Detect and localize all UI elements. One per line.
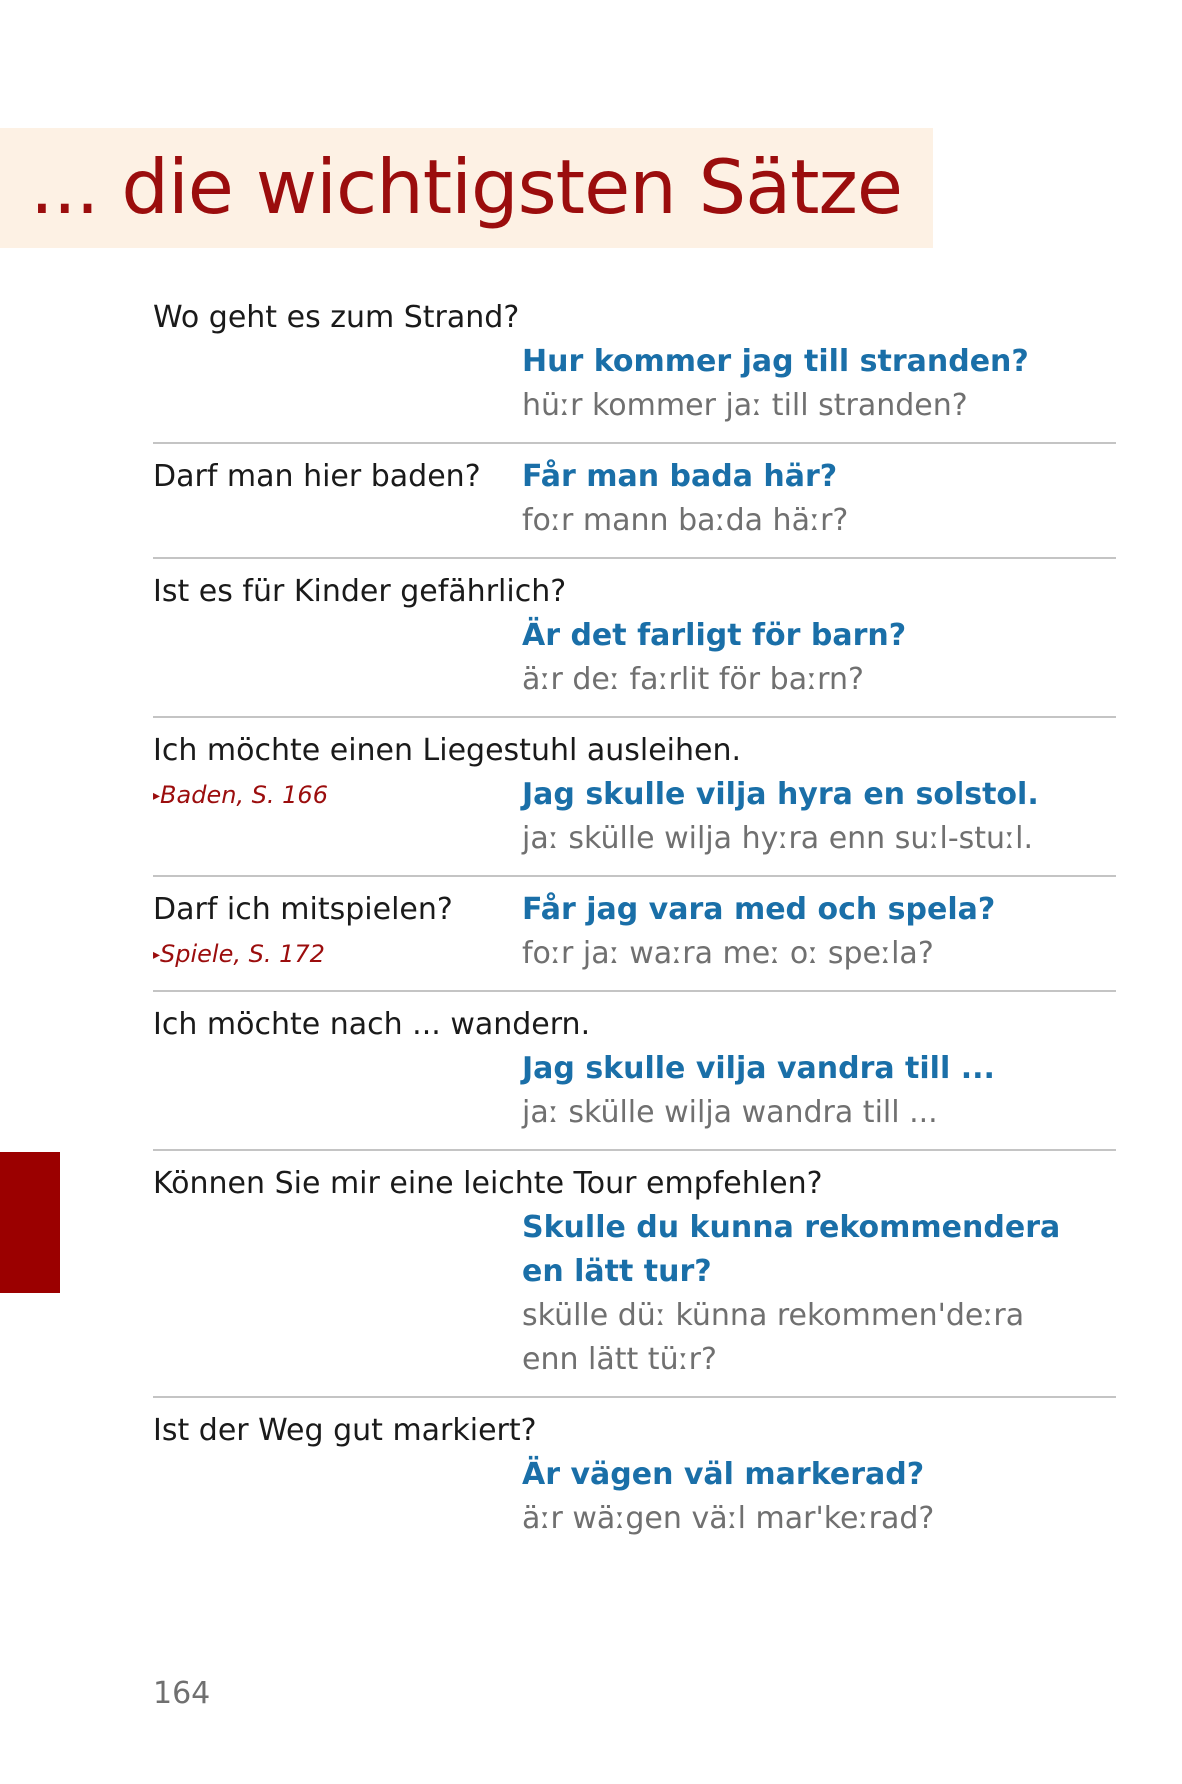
swedish-phrase: Hur kommer jag till stranden? [522,344,1029,379]
pronunciation: skülle düː künna rekommen'deːra [522,1298,1025,1333]
cross-reference-text: Baden, S. 166 [160,781,328,809]
phrase-entry [153,1149,1116,1382]
phrase-entry [153,1396,1116,1541]
phrase-entry [153,442,1116,543]
german-phrase: Ich möchte nach ... wandern. [153,1007,591,1042]
page-number: 164 [153,1676,211,1711]
pronunciation-continued: enn lätt tüːr? [522,1342,717,1377]
phrase-entry [153,716,1116,861]
arrow-right-icon: ▸ [153,788,161,804]
swedish-phrase: Skulle du kunna rekommendera [522,1210,1061,1245]
phrase-entry [153,990,1116,1135]
german-phrase: Können Sie mir eine leichte Tour empfehlen? [153,1166,823,1201]
german-phrase: Darf ich mitspielen? [153,892,453,927]
swedish-phrase: Jag skulle vilja vandra till ... [522,1051,995,1086]
pronunciation: foːr jaː waːra meː oː speːla? [522,936,934,971]
swedish-phrase: Får jag vara med och spela? [522,892,996,927]
pronunciation: jaː skülle wilja hyːra enn suːl-stuːl. [522,821,1034,856]
pronunciation: jaː skülle wilja wandra till ... [522,1095,938,1130]
swedish-phrase: Får man bada här? [522,459,838,494]
swedish-phrase-continued: en lätt tur? [522,1254,712,1289]
cross-reference-text: Spiele, S. 172 [160,940,325,968]
swedish-phrase: Jag skulle vilja hyra en solstol. [522,777,1039,812]
german-phrase: Ich möchte einen Liegestuhl ausleihen. [153,733,742,768]
german-phrase: Ist der Weg gut markiert? [153,1413,537,1448]
arrow-right-icon: ▸ [153,947,161,963]
cross-reference-link[interactable] [153,940,325,968]
german-phrase: Ist es für Kinder gefährlich? [153,574,567,609]
pronunciation: foːr mann baːda häːr? [522,503,849,538]
phrase-entry [153,557,1116,702]
german-phrase: Darf man hier baden? [153,459,481,494]
pronunciation: hüːr kommer jaː till stranden? [522,388,968,423]
phrase-entry [153,875,1116,976]
swedish-phrase: Är det farligt för barn? [522,618,907,653]
chapter-tab-marker [0,1152,60,1293]
cross-reference-link[interactable] [153,781,328,809]
german-phrase: Wo geht es zum Strand? [153,300,520,335]
pronunciation: äːr deː faːrlit för baːrn? [522,662,864,697]
pronunciation: äːr wäːgen väːl mar'keːrad? [522,1501,935,1536]
phrase-list [153,296,1116,1541]
swedish-phrase: Är vägen väl markerad? [522,1457,925,1492]
page-title: ... die wichtigsten Sätze [30,143,903,231]
phrase-entry [153,296,1116,428]
